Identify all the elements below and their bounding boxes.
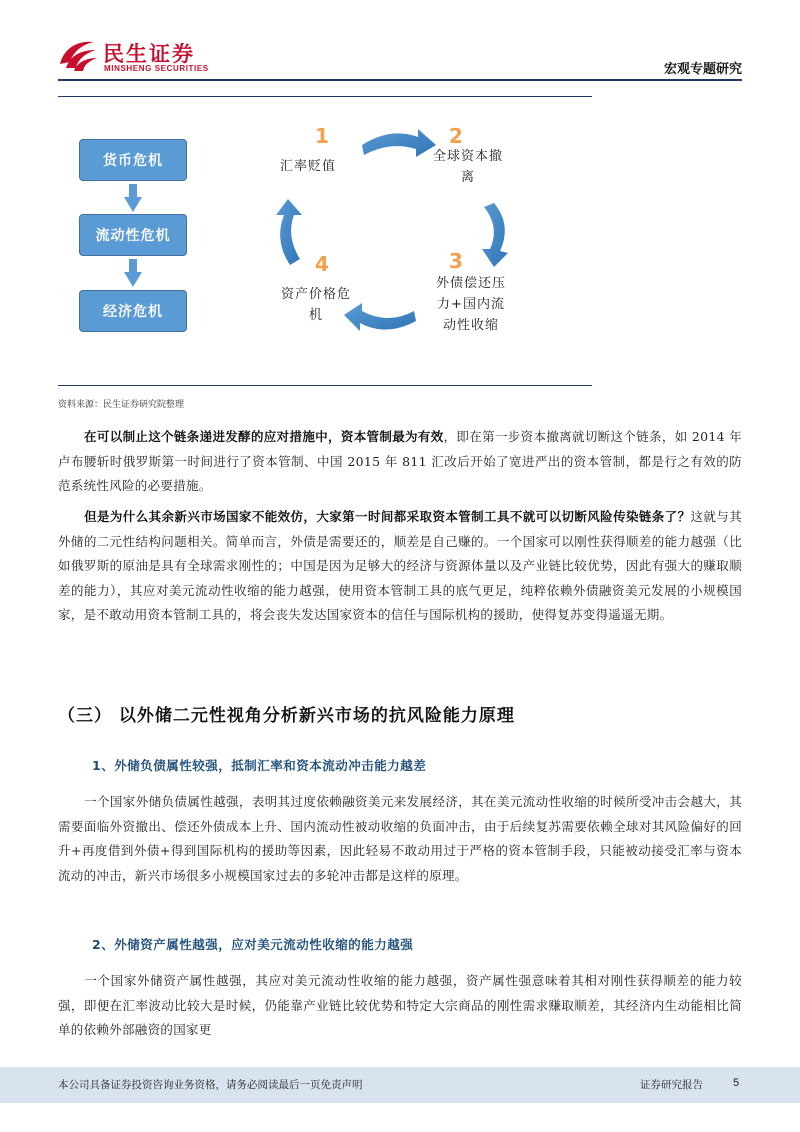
paragraph [58,505,742,628]
report-type: 宏观专题研究 [663,62,742,77]
paragraph [58,790,742,888]
logo-text-en: MINSHENG SECURITIES [104,64,209,73]
sub-title: 2、外储资产属性越强，应对美元流动性收缩的能力越强 [92,937,414,952]
logo-text-cn: 民生证券 [103,42,195,66]
cycle-step-number: 2 [449,124,463,148]
cycle-step-label: 外债偿还压 力+国内流 动性收缩 [435,276,506,333]
paragraph-bold: 但是为什么其余新兴市场国家不能效仿，大家第一时间都采取资本管制工具不就可以切断风险传染链条了？ [84,509,691,524]
down-arrow-icon [124,259,142,287]
currency-crisis-box: 货币危机 [79,139,187,181]
cycle-step-label: 全球资本撤 离 [432,149,503,185]
footer-report-label: 证券研究报告 [640,1079,703,1091]
cycle-step-label: 汇率贬值 [280,159,337,174]
sub-title: 1、外储负债属性较强，抵制汇率和资本流动冲击能力越差 [92,758,427,773]
paragraph [58,425,742,499]
paragraph [58,969,742,1043]
paragraph-bold: 在可以制止这个链条递进发酵的应对措施中，资本管制最为有效 [84,429,444,444]
header-divider [58,79,742,81]
paragraph-text: 一个国家外储负债属性越强，表明其过度依赖融资美元来发展经济，其在美元流动性收缩的时候所受冲击会越大，其需要面临外资撤出、偿还外债成本上升、国内流动性被动收缩的负面冲击，由于后续复苏需要依赖全球对其风险偏好的回升+再度借到外债+得到国际机构的援助等因素，因此轻易不敢动用过于严格的资本管制手段，只能被动接受汇率与资本流动的冲击，新兴市场很多小规模国家过去的多轮冲击都是这样的原理。 [58,794,742,883]
cycle-step-label: 资产价格危 机 [280,287,351,323]
cycle-step-number: 4 [315,252,329,276]
down-arrow-icon [124,184,142,212]
page-number: 5 [733,1077,740,1089]
figure-bottom-line [58,385,592,386]
figure-source: 资料来源：民生证券研究院整理 [58,400,185,410]
minsheng-logo-icon [58,38,98,72]
liquidity-crisis-box: 流动性危机 [79,214,187,256]
paragraph-text: 一个国家外储资产属性越强，其应对美元流动性收缩的能力越强，资产属性强意味着其相对刚性获得顺差的能力较强，即便在汇率波动比较大是时候，仍能靠产业链比较优势和特定大宗商品的刚性需求赚取顺差，其经济内生动能相比简单的依赖外部融资的国家更 [58,973,742,1037]
paragraph-text: ，即在第一步资本撤离就切断这个链条，如 2014 年卢布腰斩时俄罗斯第一时间进行了资本管制、中国 2015 年 811 汇改后开始了宽进严出的资本管制，都是行之有效的防范系统性风险的必要措施。 [58,429,743,493]
cycle-step-number: 3 [449,249,463,273]
footer-disclaimer: 本公司具备证券投资咨询业务资格，请务必阅读最后一页免责声明 [58,1079,363,1091]
economic-crisis-box: 经济危机 [79,290,187,332]
cycle-step-number: 1 [315,124,329,148]
section-title: （三） 以外储二元性视角分析新兴市场的抗风险能力原理 [58,706,515,726]
paragraph-text: 这就与其外储的二元性结构问题相关。简单而言，外债是需要还的，顺差是自己赚的。一个国家可以刚性获得顺差的能力越强（比如俄罗斯的原油是具有全球需求刚性的；中国是因为足够大的经济与资源体量以及产业链比较优势，因此有强大的赚取顺差的能力），其应对美元流动性收缩的能力越强，使用资本管制工具的底气更足，纯粹依赖外债融资美元发展的小规模国家，是不敢动用资本管制工具的，将会丧失发达国家资本的信任与国际机构的援助，使得复苏变得遥遥无期。 [58,509,742,622]
figure-top-line [58,96,592,97]
